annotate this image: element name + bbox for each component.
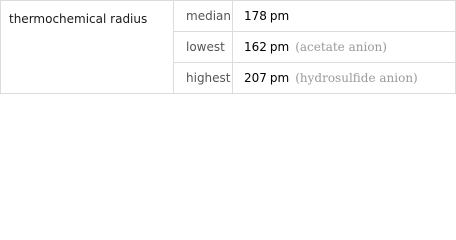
stat-label-lowest: lowest	[186, 40, 225, 54]
stat-label-cell	[174, 1, 233, 32]
stat-label-median: median	[186, 9, 231, 23]
stat-label-cell	[174, 63, 233, 94]
result-panel	[0, 0, 456, 95]
stat-note-highest: (hydrosulfide anion)	[295, 71, 418, 85]
stat-note-lowest: (acetate anion)	[295, 40, 387, 54]
stat-value-highest: 207	[244, 71, 267, 85]
stat-value-cell	[233, 63, 456, 94]
property-table	[0, 0, 456, 94]
stat-label-highest: highest	[186, 71, 231, 85]
stat-value-cell	[233, 32, 456, 63]
property-name-cell	[1, 1, 174, 94]
stat-unit: pm	[269, 9, 290, 23]
stat-unit: pm	[269, 71, 290, 85]
stat-label-cell	[174, 32, 233, 63]
stat-value-lowest: 162	[244, 40, 267, 54]
table-row	[1, 1, 456, 32]
stat-unit: pm	[269, 40, 290, 54]
property-name: thermochemical radius	[9, 12, 148, 26]
stat-value-cell	[233, 1, 456, 32]
stat-value-median: 178	[244, 9, 267, 23]
